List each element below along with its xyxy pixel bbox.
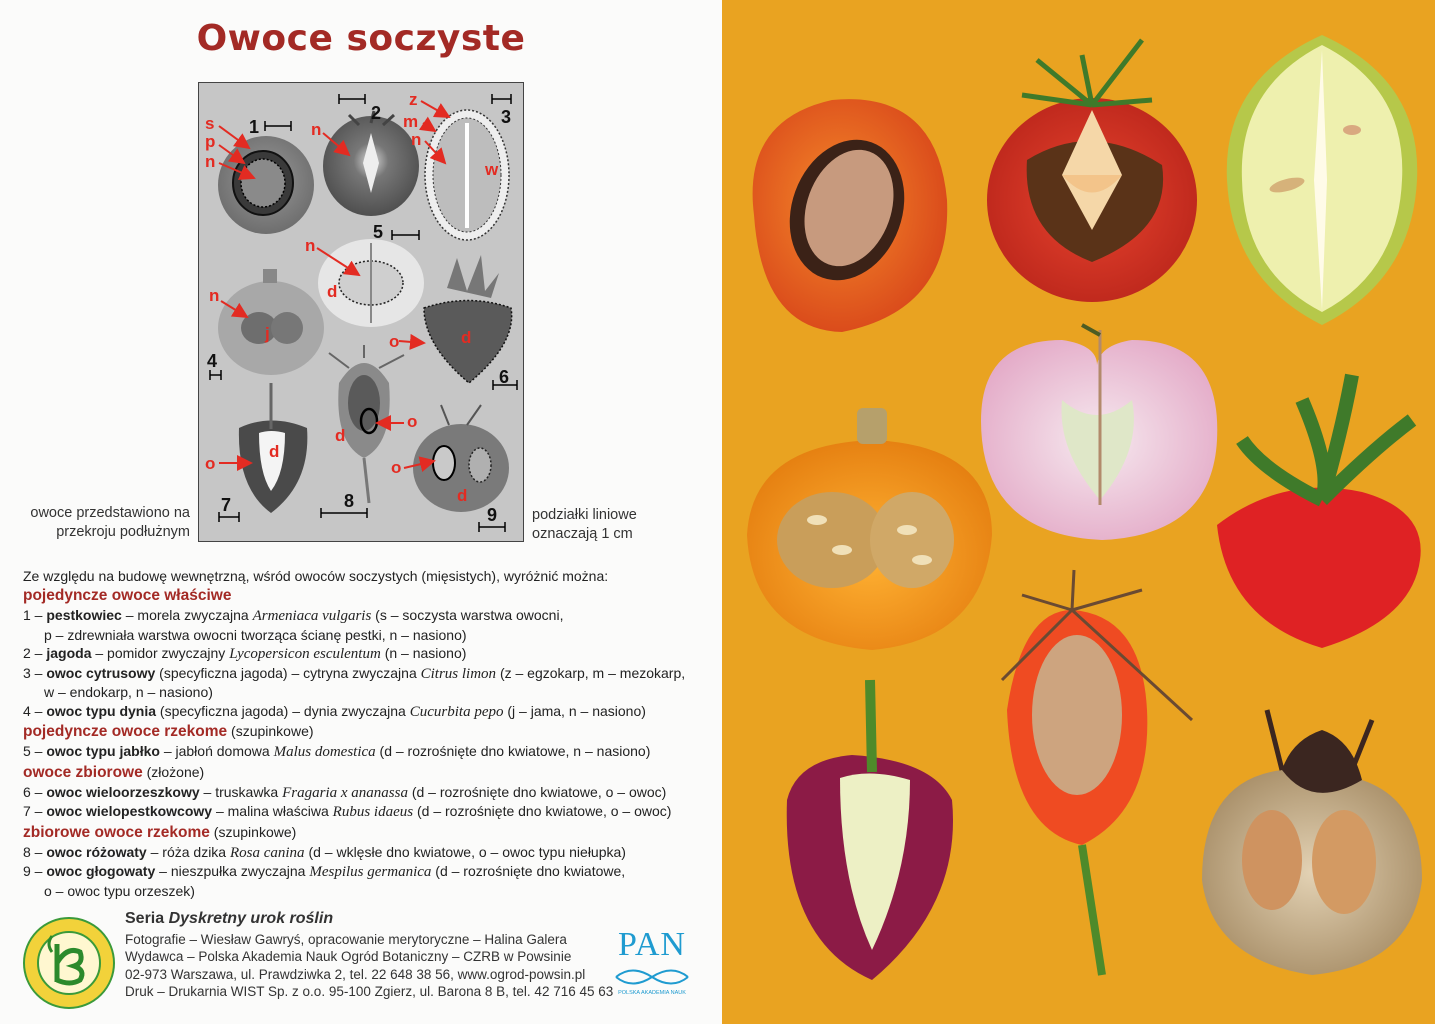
entry-latin: Fragaria x ananassa — [282, 784, 408, 801]
diagram-pumpkin — [218, 269, 324, 375]
letter-d5: d — [457, 486, 468, 505]
entry-latin: Lycopersicon esculentum — [229, 646, 381, 662]
entry-post: (z – egzokarp, m – mezokarp, — [496, 664, 686, 681]
entry-lead: jagoda — [46, 645, 92, 661]
label-4: 4 — [207, 351, 218, 371]
entry-latin: Rubus idaeus — [332, 804, 414, 820]
fruit-entry — [23, 702, 703, 722]
category-heading-note: (złożone) — [142, 763, 205, 780]
letter-d3: d — [269, 442, 280, 461]
letter-o1: o — [389, 332, 400, 351]
letter-n5: n — [209, 286, 220, 305]
letter-s: s — [205, 114, 215, 133]
entry-pre: (specyficzna jagoda) – dynia zwyczajna — [156, 702, 410, 719]
photo-rosehip — [1002, 570, 1192, 975]
label-7: 7 — [221, 495, 232, 515]
pan-wave-icon — [614, 966, 690, 988]
entry-num: 5 – — [23, 743, 47, 759]
entry-post: (d – rozrośnięte dno kwiatowe, o – owoc) — [413, 803, 672, 819]
letter-j: j — [265, 324, 270, 343]
entry-continuation: o – owoc typu orzeszek) — [44, 882, 195, 899]
photo-apricot — [753, 99, 948, 332]
entry-lead: owoc wieloorzeszkowy — [46, 783, 200, 800]
pan-logo: PAN POLSKA AKADEMIA NAUK — [602, 926, 702, 1006]
entry-post: (s – soczysta warstwa owocni, — [371, 607, 564, 623]
entry-latin: Citrus limon — [420, 665, 497, 682]
label-3: 3 — [501, 107, 512, 127]
entry-latin: Malus domestica — [273, 744, 376, 760]
entry-continuation: p – zdrewniała warstwa owocni tworząca ścianę pestki, n – nasiono) — [44, 626, 467, 643]
category-heading-text: zbiorowe owoce rzekome — [23, 823, 210, 841]
category-heading — [23, 587, 703, 605]
entry-num: 2 – — [23, 645, 47, 661]
entry-pre: – róża dzika — [146, 843, 230, 860]
entry-pre: – malina właściwa — [212, 803, 333, 819]
fruit-section-diagram — [198, 82, 524, 542]
photo-apple — [981, 325, 1217, 540]
entry-num: 3 – — [23, 664, 47, 681]
fruit-categories — [23, 587, 703, 900]
entry-continuation: w – endokarp, n – nasiono) — [44, 684, 213, 700]
fruit-entry — [23, 664, 703, 702]
page-title: Owoce soczyste — [196, 18, 526, 59]
entry-post: (d – rozrośnięte dno kwiatowe, o – owoc) — [407, 783, 667, 800]
entry-lead: owoc wielopestkowcowy — [46, 803, 213, 819]
fruit-entry — [23, 742, 703, 762]
entry-lead: owoc cytrusowy — [46, 664, 156, 681]
category-heading — [23, 824, 703, 842]
fruit-entry — [23, 862, 703, 900]
photo-tomato — [987, 40, 1197, 302]
category-heading-text: pojedyncze owoce rzekome — [23, 723, 228, 740]
label-5: 5 — [373, 222, 384, 242]
publisher-info — [125, 910, 625, 1001]
description — [23, 568, 703, 900]
category-heading — [23, 764, 703, 782]
diagram-strawberry — [424, 255, 512, 383]
scale-note: podziałki liniowe oznaczają 1 cm — [532, 507, 637, 542]
letter-o3: o — [407, 412, 418, 431]
entry-lead: owoc typu dynia — [46, 702, 157, 719]
photo-lemon — [1227, 35, 1417, 325]
entry-num: 7 – — [23, 803, 47, 819]
entry-latin: Rosa canina — [229, 844, 305, 861]
label-1: 1 — [249, 117, 260, 137]
category-heading-text: owoce zbiorowe — [23, 763, 143, 781]
photo-raspberry — [787, 680, 953, 980]
letter-d2: d — [461, 328, 472, 347]
botanic-garden-logo — [22, 916, 116, 1010]
category-heading — [23, 723, 703, 741]
label-8: 8 — [344, 491, 355, 511]
fruit-entry — [23, 783, 703, 803]
publisher-line: Wydawca – Polska Akademia Nauk Ogród Botaniczny – CZRB w Powsinie — [125, 949, 572, 964]
letter-n3: n — [411, 130, 422, 149]
entry-pre: (specyficzna jagoda) – cytryna zwyczajna — [155, 664, 421, 681]
label-9: 9 — [487, 505, 498, 525]
entry-post: (d – rozrośnięte dno kwiatowe, n – nasiono) — [375, 743, 651, 759]
fruit-photos — [722, 0, 1435, 1024]
entry-pre: – morela zwyczajna — [121, 607, 253, 623]
letter-p: p — [205, 132, 216, 151]
label-6: 6 — [499, 367, 510, 387]
letter-z: z — [409, 90, 418, 109]
footer — [22, 908, 712, 1018]
series-title: Seria Dyskretny urok roślin — [125, 910, 334, 927]
photo-medlar — [1202, 710, 1422, 975]
credits-line: Fotografie – Wiesław Gawryś, opracowanie merytoryczne – Halina Galera — [125, 931, 567, 947]
diagram-apricot — [218, 136, 314, 234]
photo-strawberry — [1217, 375, 1421, 648]
fruit-entry — [23, 802, 703, 822]
letter-o2: o — [205, 454, 216, 473]
photo-pumpkin — [747, 408, 992, 650]
diagram-drawing — [199, 83, 525, 543]
fruit-entry — [23, 644, 703, 664]
fruit-entry — [23, 843, 703, 863]
letter-n4: n — [305, 236, 316, 255]
entry-latin: Mespilus germanica — [309, 864, 432, 880]
category-heading-note: (szupinkowe) — [209, 823, 297, 840]
entry-lead: owoc różowaty — [46, 843, 147, 860]
entry-num: 1 – — [23, 607, 47, 623]
entry-latin: Armeniaca vulgaris — [252, 608, 372, 624]
section-note: owoce przedstawiono na przekroju podłużnym — [30, 505, 190, 540]
entry-pre: – jabłoń domowa — [159, 743, 274, 759]
letter-d4: d — [335, 426, 346, 445]
entry-pre: – pomidor zwyczajny — [91, 645, 230, 661]
entry-pre: – truskawka — [199, 783, 283, 800]
letter-n1: n — [205, 152, 216, 171]
entry-post: (j – jama, n – nasiono) — [503, 702, 646, 719]
entry-lead: owoc głogowaty — [46, 863, 156, 879]
entry-num: 6 – — [23, 783, 47, 800]
entry-num: 9 – — [23, 863, 47, 879]
letter-n2: n — [311, 120, 322, 139]
entry-post: (d – rozrośnięte dno kwiatowe, — [431, 863, 626, 879]
fruit-photos-panel — [722, 0, 1435, 1024]
entry-num: 8 – — [23, 843, 47, 860]
category-heading-note: (szupinkowe) — [227, 723, 314, 739]
letter-d1: d — [327, 282, 338, 301]
entry-post: (d – wklęsłe dno kwiatowe, o – owoc typu niełupka) — [304, 843, 626, 860]
category-heading-text: pojedyncze owoce właściwe — [23, 587, 232, 604]
entry-latin: Cucurbita pepo — [409, 703, 504, 720]
letter-o4: o — [391, 458, 402, 477]
fruit-entry — [23, 606, 703, 644]
printer-line: Druk – Drukarnia WIST Sp. z o.o. 95-100 Zgierz, ul. Barona 8 B, tel. 42 716 45 63 — [125, 984, 614, 999]
entry-num: 4 – — [23, 702, 47, 719]
entry-post: (n – nasiono) — [380, 645, 467, 661]
address-line: 02-973 Warszawa, ul. Prawdziwka 2, tel. 22 648 38 56, www.ogrod-powsin.pl — [125, 966, 586, 982]
entry-lead: pestkowiec — [46, 607, 122, 623]
letter-w: w — [485, 160, 499, 179]
intro-text: Ze względu na budowę wewnętrzną, wśród owoców soczystych (mięsistych), wyróżnić można: — [23, 568, 609, 584]
entry-lead: owoc typu jabłko — [46, 743, 160, 759]
label-2: 2 — [371, 103, 382, 123]
entry-pre: – nieszpułka zwyczajna — [155, 863, 310, 879]
letter-m: m — [403, 112, 419, 131]
